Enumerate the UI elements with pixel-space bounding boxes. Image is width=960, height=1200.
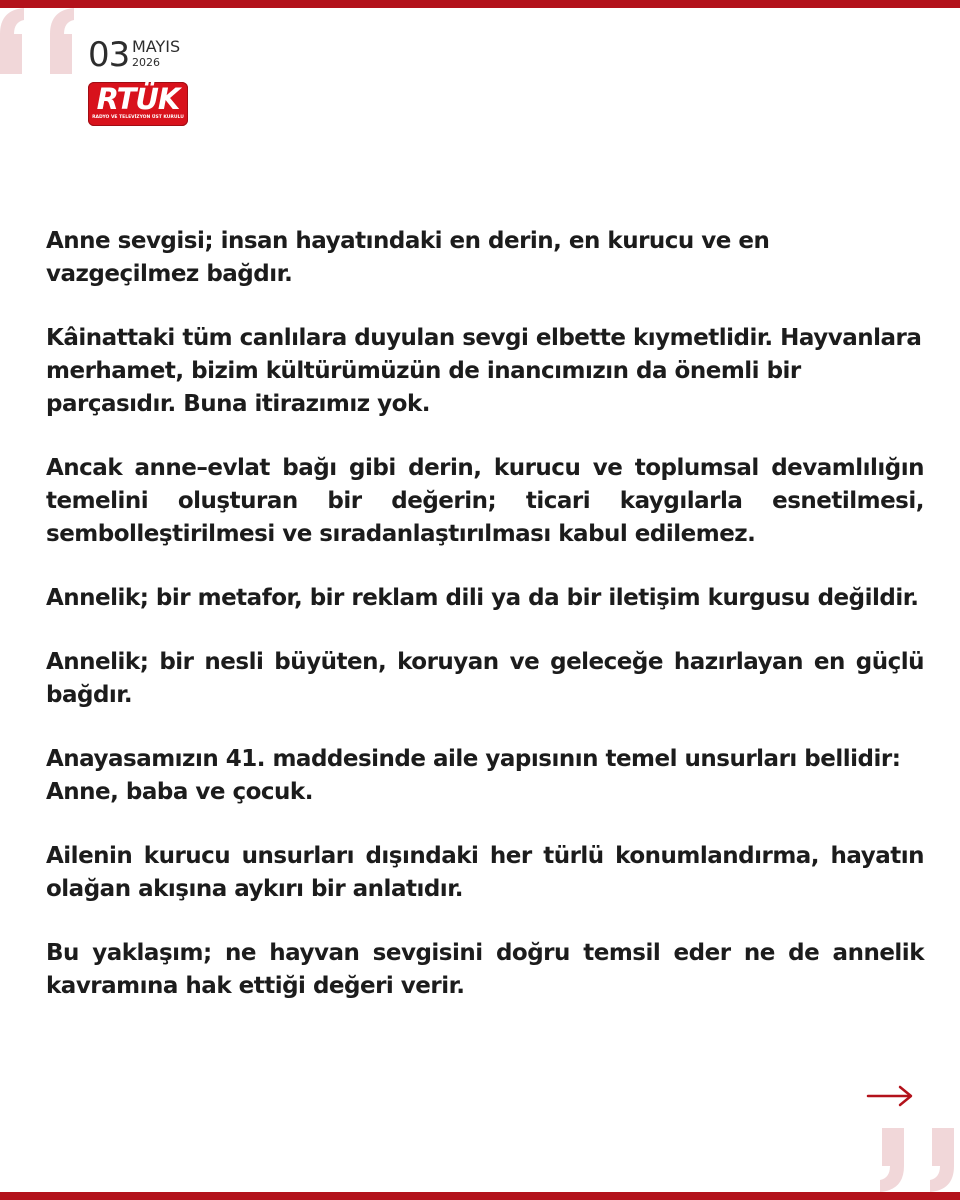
statement-body — [46, 225, 924, 1034]
bottom-accent-bar — [0, 1192, 960, 1200]
paragraph-4: Annelik; bir metafor, bir reklam dili ya da bir iletişim kurgusu değildir. — [46, 585, 919, 611]
paragraph-8: Bu yaklaşım; ne hayvan sevgisini doğru temsil eder ne de annelik kavramına hak ettiği değeri verir. — [46, 940, 924, 999]
right-arrow-icon[interactable] — [866, 1084, 914, 1108]
top-accent-bar — [0, 0, 960, 8]
opening-quote-mark-icon — [0, 8, 86, 74]
rtuk-logo — [88, 82, 188, 126]
logo-subtitle: RADYO VE TELEVİZYON ÜST KURULU — [92, 115, 184, 120]
paragraph-3: Ancak anne–evlat bağı gibi derin, kurucu ve toplumsal devamlılığın temelini oluşturan bir değerin; ticari kaygılarla esnetilmesi, sembolleştirilmesi ve sıradanlaştırılması kabul edilemez. — [46, 455, 924, 547]
date-month: MAYIS — [132, 37, 181, 56]
paragraph-1: Anne sevgisi; insan hayatındaki en derin, en kurucu ve en vazgeçilmez bağdır. — [46, 228, 770, 287]
closing-quote-mark-icon — [876, 1128, 960, 1192]
logo-wordmark: RTÜK — [96, 82, 180, 116]
date-day: 03 — [88, 35, 130, 75]
paragraph-6: Anayasamızın 41. maddesinde aile yapısının temel unsurları bellidir: Anne, baba ve çocuk. — [46, 746, 901, 805]
paragraph-7: Ailenin kurucu unsurları dışındaki her türlü konumlandırma, hayatın olağan akışına aykırı bir anlatıdır. — [46, 843, 924, 902]
paragraph-2: Kâinattaki tüm canlılara duyulan sevgi elbette kıymetlidir. Hayvanlara merhamet, bizim kültürümüzün de inancımızın da önemli bir parçasıdır. Buna itirazımız yok. — [46, 325, 922, 417]
date-year: 2026 — [132, 56, 160, 69]
paragraph-5: Annelik; bir nesli büyüten, koruyan ve geleceğe hazırlayan en güçlü bağdır. — [46, 649, 924, 708]
